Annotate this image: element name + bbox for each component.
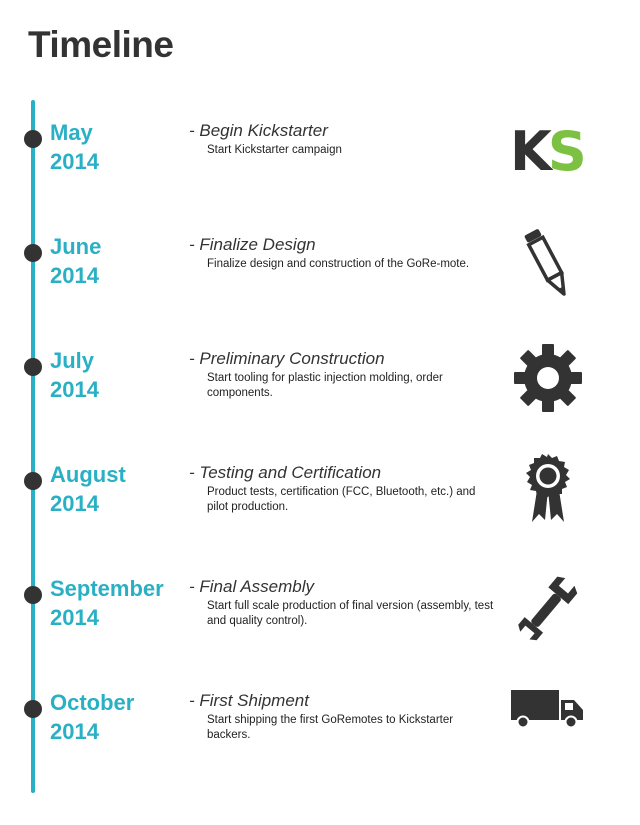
timeline-entry-may <box>0 118 640 228</box>
entry-date <box>50 574 164 632</box>
kickstarter-logo-icon <box>505 112 591 188</box>
ks-logo-s: S <box>547 120 583 183</box>
entry-description: Finalize design and construction of the GoRe-mote. <box>207 258 470 270</box>
entry-year: 2014 <box>50 263 99 288</box>
timeline-dot <box>24 358 42 376</box>
timeline-entry-june <box>0 232 640 342</box>
entry-description: Start tooling for plastic injection molding, order components. <box>207 372 443 399</box>
entry-date <box>50 688 134 746</box>
entry-month: July <box>50 348 95 373</box>
entry-year: 2014 <box>50 719 99 744</box>
pencil-icon <box>505 226 591 302</box>
entry-description: Product tests, certification (FCC, Bluetooth, etc.) and pilot production. <box>207 486 476 513</box>
timeline-entry-october <box>0 688 640 798</box>
entry-month: October <box>50 690 135 715</box>
entry-date <box>50 460 126 518</box>
entry-year: 2014 <box>50 491 99 516</box>
entry-heading: - Final Assembly <box>189 577 315 596</box>
entry-heading: - First Shipment <box>189 691 309 710</box>
entry-year: 2014 <box>50 377 99 402</box>
entry-description: Start shipping the first GoRemotes to Kickstarter backers. <box>207 714 454 741</box>
entry-month: August <box>50 462 126 487</box>
entry-description: Start Kickstarter campaign <box>207 144 342 156</box>
timeline-entry-july <box>0 346 640 456</box>
entry-description: Start full scale production of final version (assembly, test and quality control). <box>207 600 494 627</box>
gear-icon <box>505 340 591 416</box>
ks-logo-k: K <box>510 120 548 183</box>
entry-heading: - Finalize Design <box>189 235 316 254</box>
entry-month: May <box>50 120 93 145</box>
wrench-icon <box>505 568 591 644</box>
timeline-entry-august <box>0 460 640 570</box>
entry-month: September <box>50 576 164 601</box>
timeline-dot <box>24 700 42 718</box>
truck-icon <box>505 682 591 758</box>
entry-month: June <box>50 234 102 259</box>
entry-heading: - Preliminary Construction <box>189 349 385 368</box>
timeline-dot <box>24 586 42 604</box>
timeline-dot <box>24 472 42 490</box>
entry-year: 2014 <box>50 149 99 174</box>
award-ribbon-icon <box>505 454 591 530</box>
svg-text:KS <box>510 120 583 183</box>
entry-date <box>50 232 101 290</box>
timeline-entry-september <box>0 574 640 684</box>
timeline-dot <box>24 130 42 148</box>
entry-date <box>50 346 99 404</box>
timeline-dot <box>24 244 42 262</box>
entry-year: 2014 <box>50 605 99 630</box>
entry-heading: - Testing and Certification <box>189 463 382 482</box>
entry-date <box>50 118 99 176</box>
entry-heading: - Begin Kickstarter <box>189 121 328 140</box>
page-title: Timeline <box>28 24 174 65</box>
